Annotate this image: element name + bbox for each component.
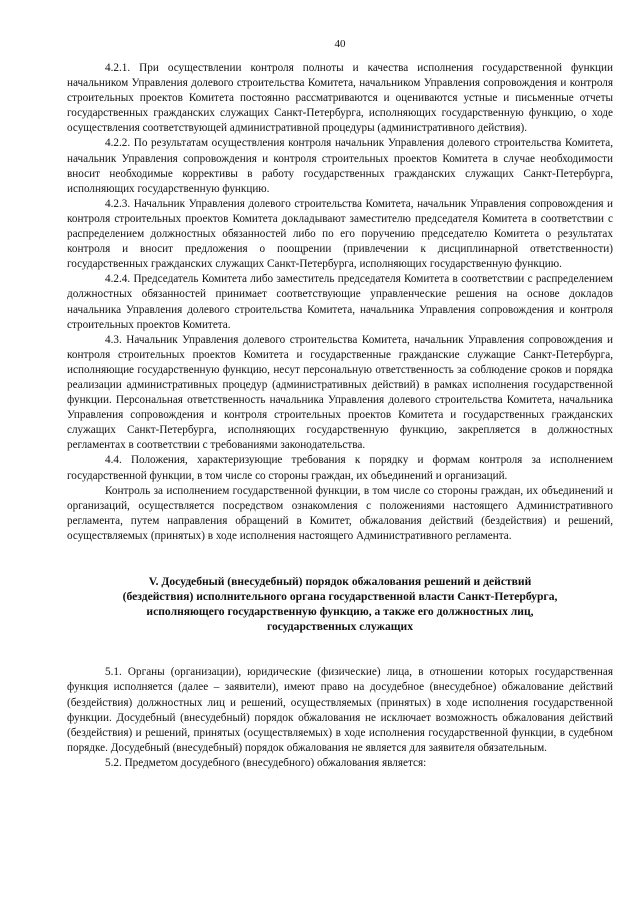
section-v-heading [67,574,613,634]
paragraph-control-description: Контроль за исполнением государственной функции, в том числе со стороны граждан, их объединений и организаций, осуществляется посредством ознакомления с положениями настоящего Административного регламента, путем направления обращений в Комитет, обжалования действий (бездействия) и решений, осуществляемых (принятых) в ходе исполнения настоящего Административного регламента. [67,484,613,542]
paragraph-5-2: 5.2. Предметом досудебного (внесудебного) обжалования является: [105,756,427,769]
paragraph-4-2-3: 4.2.3. Начальник Управления долевого строительства Комитета, начальник Управления сопровождения и контроля строительных проектов Комитета докладывают заместителю председателя Комитета в соответствии с распределением должностных обязанностей либо по его поручению председателю Комитета о результатах контроля и вносит предложения о поощрении (привлечении к дисциплинарной ответственности) государственных гражданских служащих Санкт-Петербурга, исполняющих государственную функцию. [67,197,613,271]
page-number: 40 [334,38,346,50]
section-heading-line: государственных служащих [266,620,414,634]
section-heading-line: (бездействия) исполнительного органа государственной власти Санкт-Петербурга, [122,590,558,604]
paragraph-4-4: 4.4. Положения, характеризующие требования к порядку и формам контроля за исполнением государственной функции, в том числе со стороны граждан, их объединений и организаций. [67,454,613,482]
section-heading-line: V. Досудебный (внесудебный) порядок обжалования решений и действий [148,575,532,588]
paragraph-4-3: 4.3. Начальник Управления долевого строительства Комитета, начальник Управления сопровождения и контроля строительных проектов Комитета и государственные гражданские служащие Санкт-Петербурга, исполняющие государственную функцию, несут персональную ответственность за соблюдение сроков и порядка реализации административных процедур (административных действий) в рамках исполнения государственной функции. Персональная ответственность начальника Управления долевого строительства Комитета, начальника Управления сопровождения и контроля строительных проектов Комитета и государственных гражданских служащих Санкт-Петербурга, исполняющих государственную функцию, закрепляется в должностных регламентах в соответствии с требованиями законодательства. [67,333,613,452]
paragraph-4-2-4: 4.2.4. Председатель Комитета либо заместитель председателя Комитета в соответствии с распределением должностных обязанностей принимает соответствующие управленческие решения на основе докладов начальника Управления долевого строительства Комитета, начальника Управления сопровождения и контроля строительных проектов Комитета. [67,273,613,331]
paragraph-4-2-2: 4.2.2. По результатам осуществления контроля начальник Управления долевого строительства Комитета, начальник Управления сопровождения и контроля строительных проектов Комитета в случае необходимости вносит необходимые коррективы в работу государственных гражданских служащих Санкт-Петербурга, исполняющих государственную функцию. [67,137,613,195]
paragraph-5-1: 5.1. Органы (организации), юридические (физические) лица, в отношении которых государственная функция исполняется (далее – заявители), имеют право на досудебное (внесудебное) обжалование действий (бездействия) должностных лиц и решений, осуществляемых (принятых) в ходе исполнения государственной функции. Досудебный (внесудебный) порядок обжалования не исключает возможность обжалования действий (бездействия) и решений, принятых (осуществляемых) в ходе исполнения государственной функции, в судебном порядке. Досудебный (внесудебный) порядок обжалования не является для заявителя обязательным. [67,666,613,754]
section-heading-line: исполняющего государственную функцию, а также его должностных лиц, [146,605,534,619]
paragraph-4-2-1: 4.2.1. При осуществлении контроля полноты и качества исполнения государственной функции начальником Управления долевого строительства Комитета, начальником Управления сопровождения и контроля строительных проектов Комитета постоянно рассматриваются и оцениваются устные и письменные отчеты государственных гражданских служащих Санкт-Петербурга, исполняющих государственную функцию, о ходе осуществления соответствующей административной процедуры (административного действия). [67,62,613,135]
paragraphs-after-section [67,665,613,771]
paragraphs-before-section [67,61,613,544]
